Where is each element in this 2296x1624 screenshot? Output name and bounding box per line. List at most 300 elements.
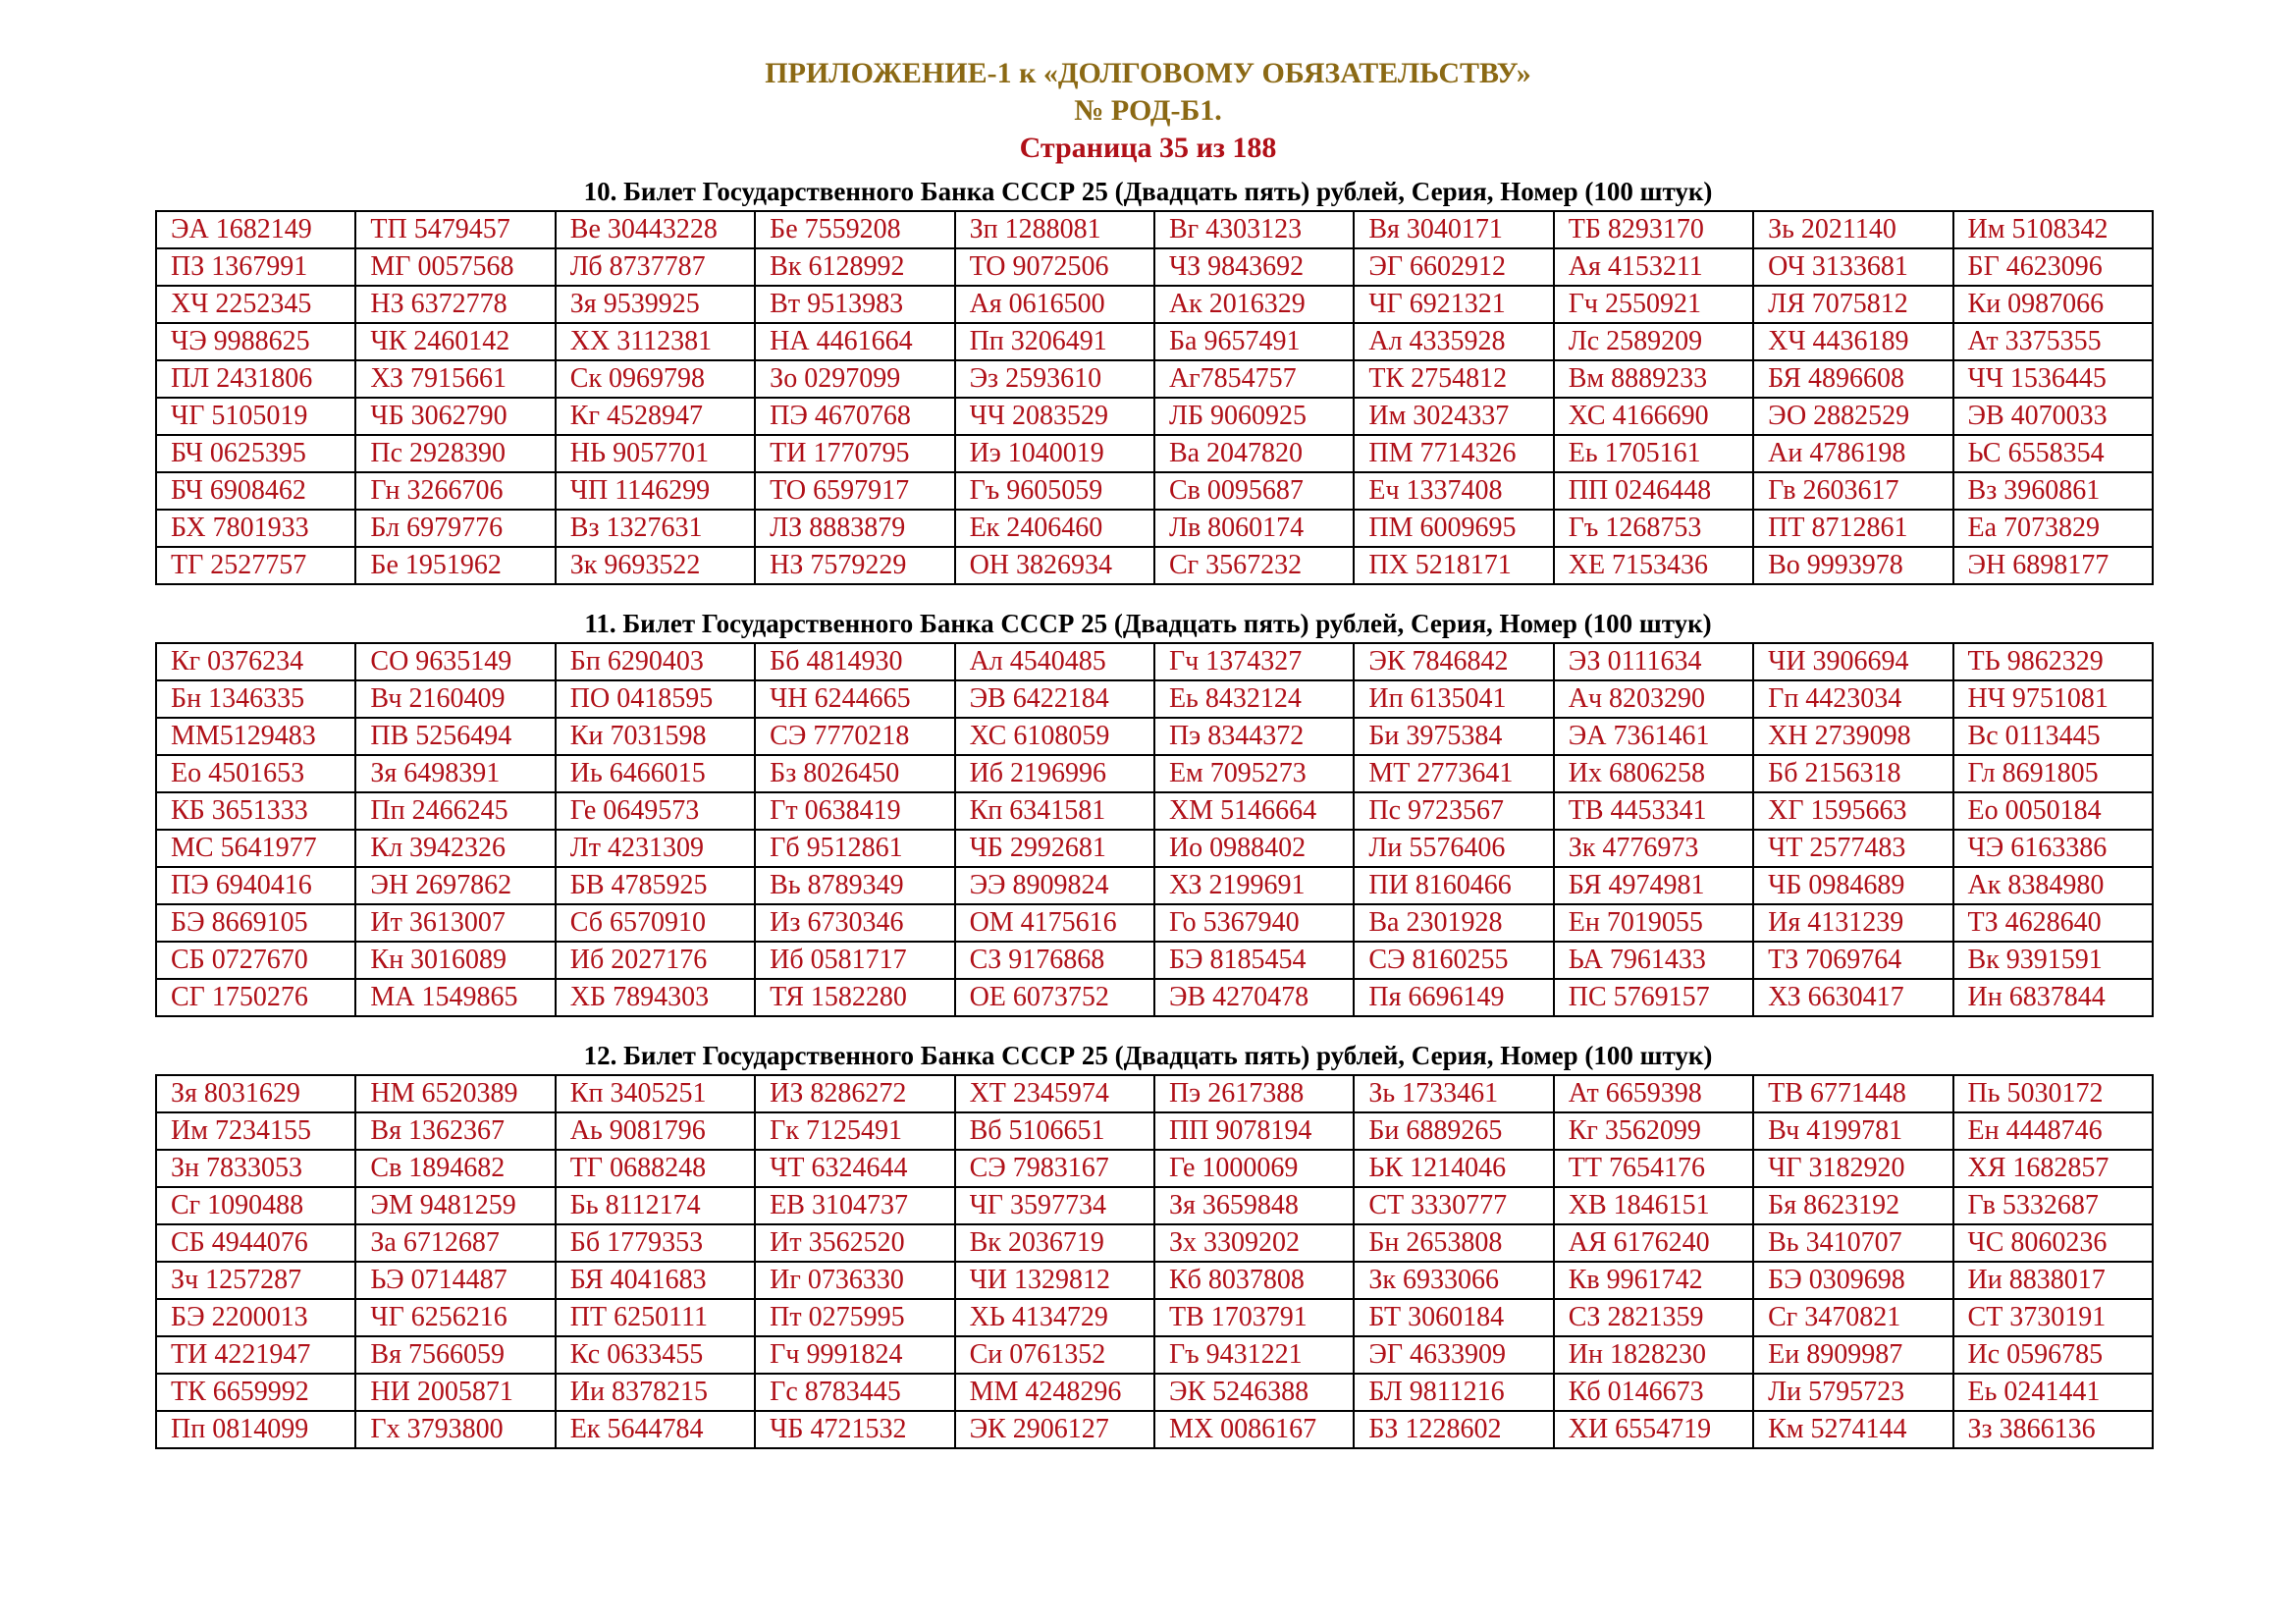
serial-number-cell: Аи 4786198 (1753, 435, 1952, 472)
table-row (156, 510, 2153, 547)
serial-number-cell: Ис 0596785 (1953, 1336, 2153, 1374)
serial-number-cell: ЭК 7846842 (1354, 643, 1553, 680)
serial-number-cell: СЭ 7770218 (755, 718, 954, 755)
serial-number-cell: Ве 30443228 (556, 211, 755, 248)
serial-number-cell: Из 6730346 (755, 904, 954, 942)
table-row (156, 755, 2153, 792)
serial-number-cell: ЧГ 5105019 (156, 398, 355, 435)
serial-number-cell: Ге 1000069 (1154, 1150, 1354, 1187)
serial-number-cell: ЧТ 6324644 (755, 1150, 954, 1187)
serial-number-cell: Пэ 2617388 (1154, 1075, 1354, 1112)
serial-number-cell: Кг 4528947 (556, 398, 755, 435)
serial-number-cell: Го 5367940 (1154, 904, 1354, 942)
serial-number-cell: ТЗ 4628640 (1953, 904, 2153, 942)
serial-number-cell: ПТ 8712861 (1753, 510, 1952, 547)
serial-number-cell: Зь 1733461 (1354, 1075, 1553, 1112)
banknote-table-10 (155, 210, 2154, 585)
table-row (156, 211, 2153, 248)
table-row (156, 1336, 2153, 1374)
serial-number-cell: СГ 1750276 (156, 979, 355, 1016)
serial-number-cell: Сг 1090488 (156, 1187, 355, 1224)
serial-number-cell: Иб 2027176 (556, 942, 755, 979)
serial-number-cell: Лт 4231309 (556, 830, 755, 867)
serial-number-cell: Им 7234155 (156, 1112, 355, 1150)
serial-number-cell: ЧГ 3597734 (955, 1187, 1154, 1224)
serial-number-cell: СБ 0727670 (156, 942, 355, 979)
table-row (156, 1262, 2153, 1299)
page-number: 35 (1159, 132, 1190, 164)
serial-number-cell: НИ 2005871 (355, 1374, 555, 1411)
serial-number-cell: ПС 5769157 (1554, 979, 1753, 1016)
serial-number-cell: Ип 6135041 (1354, 680, 1553, 718)
serial-number-cell: ЭГ 6602912 (1354, 248, 1553, 286)
serial-number-cell: Вк 9391591 (1953, 942, 2153, 979)
serial-number-cell: ТЯ 1582280 (755, 979, 954, 1016)
serial-number-cell: Кб 0146673 (1554, 1374, 1753, 1411)
serial-number-cell: Вк 2036719 (955, 1224, 1154, 1262)
serial-number-cell: БХ 7801933 (156, 510, 355, 547)
serial-number-cell: Зп 1288081 (955, 211, 1154, 248)
serial-number-cell: Вя 1362367 (355, 1112, 555, 1150)
serial-number-cell: Вз 1327631 (556, 510, 755, 547)
serial-number-cell: СБ 4944076 (156, 1224, 355, 1262)
table-row (156, 398, 2153, 435)
serial-number-cell: ХГ 1595663 (1753, 792, 1952, 830)
serial-number-cell: Иэ 1040019 (955, 435, 1154, 472)
serial-number-cell: МТ 2773641 (1354, 755, 1553, 792)
serial-number-cell: ХХ 3112381 (556, 323, 755, 360)
serial-number-cell: ПЭ 6940416 (156, 867, 355, 904)
serial-number-cell: ЛБ 9060925 (1154, 398, 1354, 435)
serial-number-cell: Вз 3960861 (1953, 472, 2153, 510)
serial-number-cell: БЭ 2200013 (156, 1299, 355, 1336)
serial-number-cell: Их 6806258 (1554, 755, 1753, 792)
serial-number-cell: Сб 6570910 (556, 904, 755, 942)
serial-number-cell: ПП 0246448 (1554, 472, 1753, 510)
serial-number-cell: ТО 6597917 (755, 472, 954, 510)
serial-number-cell: Ек 5644784 (556, 1411, 755, 1448)
serial-number-cell: ТГ 0688248 (556, 1150, 755, 1187)
serial-number-cell: Зн 7833053 (156, 1150, 355, 1187)
serial-number-cell: АЯ 6176240 (1554, 1224, 1753, 1262)
serial-number-cell: КБ 3651333 (156, 792, 355, 830)
table-row (156, 1224, 2153, 1262)
serial-number-cell: Ак 2016329 (1154, 286, 1354, 323)
serial-number-cell: ЧП 1146299 (556, 472, 755, 510)
serial-number-cell: ПИ 8160466 (1354, 867, 1553, 904)
serial-number-cell: Аг7854757 (1154, 360, 1354, 398)
serial-number-cell: Зь 2021140 (1753, 211, 1952, 248)
serial-number-cell: Сг 3567232 (1154, 547, 1354, 584)
serial-number-cell: ТВ 1703791 (1154, 1299, 1354, 1336)
serial-number-cell: НЬ 9057701 (556, 435, 755, 472)
serial-number-cell: За 6712687 (355, 1224, 555, 1262)
serial-number-cell: Вь 8789349 (755, 867, 954, 904)
serial-number-cell: ИЗ 8286272 (755, 1075, 954, 1112)
serial-number-cell: ЧК 2460142 (355, 323, 555, 360)
serial-number-cell: ЧИ 1329812 (955, 1262, 1154, 1299)
serial-number-cell: ХБ 7894303 (556, 979, 755, 1016)
serial-number-cell: Иь 6466015 (556, 755, 755, 792)
serial-number-cell: ТБ 8293170 (1554, 211, 1753, 248)
serial-number-cell: ЬА 7961433 (1554, 942, 1753, 979)
serial-number-cell: Ая 0616500 (955, 286, 1154, 323)
serial-number-cell: ЭК 2906127 (955, 1411, 1154, 1448)
serial-number-cell: НМ 6520389 (355, 1075, 555, 1112)
table-row (156, 792, 2153, 830)
serial-number-cell: Св 0095687 (1154, 472, 1354, 510)
serial-number-cell: ХИ 6554719 (1554, 1411, 1753, 1448)
table-row (156, 435, 2153, 472)
page-total: 188 (1232, 132, 1277, 164)
serial-number-cell: Лв 8060174 (1154, 510, 1354, 547)
serial-number-cell: ЭА 1682149 (156, 211, 355, 248)
serial-number-cell: БГ 4623096 (1953, 248, 2153, 286)
serial-number-cell: Бл 6979776 (355, 510, 555, 547)
serial-number-cell: ЛЗ 8883879 (755, 510, 954, 547)
serial-number-cell: ЭК 5246388 (1154, 1374, 1354, 1411)
serial-number-cell: Зк 6933066 (1354, 1262, 1553, 1299)
serial-number-cell: Гт 0638419 (755, 792, 954, 830)
obligation-number: № РОД-Б1. (1074, 94, 1222, 127)
serial-number-cell: Ба 9657491 (1154, 323, 1354, 360)
serial-number-cell: БЭ 0309698 (1753, 1262, 1952, 1299)
serial-number-cell: ТК 2754812 (1354, 360, 1553, 398)
serial-number-cell: Зз 3866136 (1953, 1411, 2153, 1448)
of-word: из (1196, 132, 1225, 164)
serial-number-cell: Ео 0050184 (1953, 792, 2153, 830)
serial-number-cell: Гл 8691805 (1953, 755, 2153, 792)
serial-number-cell: Вя 7566059 (355, 1336, 555, 1374)
serial-number-cell: МС 5641977 (156, 830, 355, 867)
serial-number-cell: Гч 1374327 (1154, 643, 1354, 680)
serial-number-cell: Кп 3405251 (556, 1075, 755, 1112)
serial-number-cell: Гч 9991824 (755, 1336, 954, 1374)
serial-number-cell: ММ 4248296 (955, 1374, 1154, 1411)
serial-number-cell: ЬЭ 0714487 (355, 1262, 555, 1299)
table-row (156, 1075, 2153, 1112)
serial-number-cell: БЛ 9811216 (1354, 1374, 1553, 1411)
table-row (156, 1187, 2153, 1224)
serial-number-cell: Кб 8037808 (1154, 1262, 1354, 1299)
serial-number-cell: ЭА 7361461 (1554, 718, 1753, 755)
table-row (156, 472, 2153, 510)
serial-number-cell: Зч 1257287 (156, 1262, 355, 1299)
serial-number-cell: Ен 4448746 (1953, 1112, 2153, 1150)
serial-number-cell: Зя 9539925 (556, 286, 755, 323)
serial-number-cell: ЛЯ 7075812 (1753, 286, 1952, 323)
serial-number-cell: ХЧ 4436189 (1753, 323, 1952, 360)
serial-number-cell: СТ 3730191 (1953, 1299, 2153, 1336)
serial-number-cell: ЧГ 3182920 (1753, 1150, 1952, 1187)
serial-number-cell: ЧГ 6256216 (355, 1299, 555, 1336)
serial-number-cell: НА 4461664 (755, 323, 954, 360)
serial-number-cell: Кг 3562099 (1554, 1112, 1753, 1150)
serial-number-cell: Ио 0988402 (1154, 830, 1354, 867)
serial-number-cell: Си 0761352 (955, 1336, 1154, 1374)
serial-number-cell: Гв 5332687 (1953, 1187, 2153, 1224)
serial-number-cell: ЧС 8060236 (1953, 1224, 2153, 1262)
serial-number-cell: ПЗ 1367991 (156, 248, 355, 286)
section-title-12: 12. Билет Государственного Банка СССР 25 (Двадцать пять) рублей, Серия, Номер (100 штук) (583, 1041, 1713, 1070)
serial-number-cell: Пт 0275995 (755, 1299, 954, 1336)
serial-number-cell: ТП 5479457 (355, 211, 555, 248)
serial-number-cell: Вт 9513983 (755, 286, 954, 323)
serial-number-cell: ТВ 6771448 (1753, 1075, 1952, 1112)
serial-number-cell: ЧЭ 9988625 (156, 323, 355, 360)
serial-number-cell: ЧЧ 1536445 (1953, 360, 2153, 398)
serial-number-cell: Еч 1337408 (1354, 472, 1553, 510)
serial-number-cell: ОМ 4175616 (955, 904, 1154, 942)
serial-number-cell: ЭН 2697862 (355, 867, 555, 904)
serial-number-cell: ЭН 6898177 (1953, 547, 2153, 584)
serial-number-cell: ТИ 1770795 (755, 435, 954, 472)
serial-number-cell: СЭ 7983167 (955, 1150, 1154, 1187)
serial-number-cell: ЭВ 6422184 (955, 680, 1154, 718)
serial-number-cell: НЗ 7579229 (755, 547, 954, 584)
serial-number-cell: Ли 5576406 (1354, 830, 1553, 867)
serial-number-cell: Ео 4501653 (156, 755, 355, 792)
serial-number-cell: НЧ 9751081 (1953, 680, 2153, 718)
serial-number-cell: ЕВ 3104737 (755, 1187, 954, 1224)
serial-number-cell: ПЭ 4670768 (755, 398, 954, 435)
serial-number-cell: БЗ 1228602 (1354, 1411, 1553, 1448)
serial-number-cell: ПМ 7714326 (1354, 435, 1553, 472)
serial-number-cell: ПМ 6009695 (1354, 510, 1553, 547)
serial-number-cell: Пэ 8344372 (1154, 718, 1354, 755)
serial-number-cell: Кв 9961742 (1554, 1262, 1753, 1299)
serial-number-cell: Бн 2653808 (1354, 1224, 1553, 1262)
table-row (156, 1299, 2153, 1336)
table-row (156, 942, 2153, 979)
serial-number-cell: ЬК 1214046 (1354, 1150, 1553, 1187)
serial-number-cell: Гк 7125491 (755, 1112, 954, 1150)
serial-number-cell: ЭВ 4070033 (1953, 398, 2153, 435)
serial-number-cell: Вг 4303123 (1154, 211, 1354, 248)
serial-number-cell: Гв 2603617 (1753, 472, 1952, 510)
table-row (156, 643, 2153, 680)
serial-number-cell: Гн 3266706 (355, 472, 555, 510)
serial-number-cell: ЧЭ 6163386 (1953, 830, 2153, 867)
serial-number-cell: ЧТ 2577483 (1753, 830, 1952, 867)
serial-number-cell: ХЗ 7915661 (355, 360, 555, 398)
serial-number-cell: ПЛ 2431806 (156, 360, 355, 398)
serial-number-cell: Пп 3206491 (955, 323, 1154, 360)
serial-number-cell: ТК 6659992 (156, 1374, 355, 1411)
serial-number-cell: Вь 3410707 (1753, 1224, 1952, 1262)
serial-number-cell: Ге 0649573 (556, 792, 755, 830)
serial-number-cell: ТЗ 7069764 (1753, 942, 1952, 979)
serial-number-cell: ЧГ 6921321 (1354, 286, 1553, 323)
serial-number-cell: Зк 4776973 (1554, 830, 1753, 867)
serial-number-cell: Кн 3016089 (355, 942, 555, 979)
serial-number-cell: ПВ 5256494 (355, 718, 555, 755)
table-row (156, 867, 2153, 904)
serial-number-cell: Бя 8623192 (1753, 1187, 1952, 1224)
serial-number-cell: ХС 6108059 (955, 718, 1154, 755)
serial-number-cell: ЭЗ 0111634 (1554, 643, 1753, 680)
serial-number-cell: Ек 2406460 (955, 510, 1154, 547)
serial-number-cell: МХ 0086167 (1154, 1411, 1354, 1448)
serial-number-cell: Пп 0814099 (156, 1411, 355, 1448)
document-header (0, 55, 2296, 167)
serial-number-cell: Эз 2593610 (955, 360, 1154, 398)
serial-number-cell: Ит 3613007 (355, 904, 555, 942)
serial-number-cell: Ем 7095273 (1154, 755, 1354, 792)
serial-number-cell: Зо 0297099 (755, 360, 954, 398)
serial-number-cell: Кс 0633455 (556, 1336, 755, 1374)
serial-number-cell: Ат 6659398 (1554, 1075, 1753, 1112)
serial-number-cell: Бп 6290403 (556, 643, 755, 680)
table-row (156, 1150, 2153, 1187)
serial-number-cell: ХВ 1846151 (1554, 1187, 1753, 1224)
banknote-table-11 (155, 642, 2154, 1017)
serial-number-cell: Бб 4814930 (755, 643, 954, 680)
table-row (156, 1411, 2153, 1448)
serial-number-cell: ТЬ 9862329 (1953, 643, 2153, 680)
table-row (156, 286, 2153, 323)
serial-number-cell: ЭЭ 8909824 (955, 867, 1154, 904)
appendix-title: ПРИЛОЖЕНИЕ-1 к «ДОЛГОВОМУ ОБЯЗАТЕЛЬСТВУ» (765, 57, 1531, 89)
serial-number-cell: ПТ 6250111 (556, 1299, 755, 1336)
serial-number-cell: Пс 9723567 (1354, 792, 1553, 830)
serial-number-cell: СТ 3330777 (1354, 1187, 1553, 1224)
serial-number-cell: Бз 8026450 (755, 755, 954, 792)
serial-number-cell: БЧ 6908462 (156, 472, 355, 510)
serial-number-cell: Ли 5795723 (1753, 1374, 1952, 1411)
serial-number-cell: Зя 3659848 (1154, 1187, 1354, 1224)
serial-number-cell: СЭ 8160255 (1354, 942, 1553, 979)
serial-number-cell: Вя 3040171 (1354, 211, 1553, 248)
serial-number-cell: Ат 3375355 (1953, 323, 2153, 360)
serial-number-cell: Пс 2928390 (355, 435, 555, 472)
serial-number-cell: ЧБ 2992681 (955, 830, 1154, 867)
serial-number-cell: Ин 6837844 (1953, 979, 2153, 1016)
serial-number-cell: БЯ 4974981 (1554, 867, 1753, 904)
serial-number-cell: Пп 2466245 (355, 792, 555, 830)
serial-number-cell: Кг 0376234 (156, 643, 355, 680)
banknote-table-12 (155, 1074, 2154, 1449)
serial-number-cell: ЭО 2882529 (1753, 398, 1952, 435)
serial-number-cell: МГ 0057568 (355, 248, 555, 286)
serial-number-cell: ЧН 6244665 (755, 680, 954, 718)
serial-number-cell: Ск 0969798 (556, 360, 755, 398)
serial-number-cell: Ин 1828230 (1554, 1336, 1753, 1374)
serial-number-cell: Ии 8838017 (1953, 1262, 2153, 1299)
serial-number-cell: ХМ 5146664 (1154, 792, 1354, 830)
serial-number-cell: БЯ 4041683 (556, 1262, 755, 1299)
serial-number-cell: ПО 0418595 (556, 680, 755, 718)
serial-number-cell: ХЧ 2252345 (156, 286, 355, 323)
serial-number-cell: Бн 1346335 (156, 680, 355, 718)
serial-number-cell: Ач 8203290 (1554, 680, 1753, 718)
serial-number-cell: ХЗ 2199691 (1154, 867, 1354, 904)
table-row (156, 979, 2153, 1016)
table-row (156, 547, 2153, 584)
serial-number-cell: ТИ 4221947 (156, 1336, 355, 1374)
serial-number-cell: Ии 8378215 (556, 1374, 755, 1411)
serial-number-cell: БВ 4785925 (556, 867, 755, 904)
serial-number-cell: Вс 0113445 (1953, 718, 2153, 755)
serial-number-cell: ХН 2739098 (1753, 718, 1952, 755)
serial-number-cell: БТ 3060184 (1354, 1299, 1553, 1336)
serial-number-cell: Ал 4335928 (1354, 323, 1553, 360)
serial-number-cell: ЧБ 4721532 (755, 1411, 954, 1448)
serial-number-cell: Ки 7031598 (556, 718, 755, 755)
serial-number-cell: Гъ 9605059 (955, 472, 1154, 510)
serial-number-cell: ЧИ 3906694 (1753, 643, 1952, 680)
serial-number-cell: Иг 0736330 (755, 1262, 954, 1299)
table-row (156, 718, 2153, 755)
serial-number-cell: Гъ 1268753 (1554, 510, 1753, 547)
serial-number-cell: ЧБ 3062790 (355, 398, 555, 435)
serial-number-cell: ОЕ 6073752 (955, 979, 1154, 1016)
serial-number-cell: Ва 2047820 (1154, 435, 1354, 472)
serial-number-cell: Аь 9081796 (556, 1112, 755, 1150)
serial-number-cell: Св 1894682 (355, 1150, 555, 1187)
serial-number-cell: Еи 8909987 (1753, 1336, 1952, 1374)
serial-number-cell: СЗ 9176868 (955, 942, 1154, 979)
table-row (156, 1374, 2153, 1411)
serial-number-cell: Ва 2301928 (1354, 904, 1553, 942)
serial-number-cell: Еь 0241441 (1953, 1374, 2153, 1411)
serial-number-cell: Ак 8384980 (1953, 867, 2153, 904)
serial-number-cell: ТТ 7654176 (1554, 1150, 1753, 1187)
serial-number-cell: БЭ 8669105 (156, 904, 355, 942)
serial-number-cell: Ал 4540485 (955, 643, 1154, 680)
page-word: Страница (1019, 132, 1152, 164)
serial-number-cell: СЗ 2821359 (1554, 1299, 1753, 1336)
serial-number-cell: Им 5108342 (1953, 211, 2153, 248)
serial-number-cell: Км 5274144 (1753, 1411, 1952, 1448)
page-counter (0, 130, 2296, 167)
serial-number-cell: Еь 1705161 (1554, 435, 1753, 472)
serial-number-cell: Би 6889265 (1354, 1112, 1553, 1150)
serial-number-cell: Ая 4153211 (1554, 248, 1753, 286)
serial-number-cell: НЗ 6372778 (355, 286, 555, 323)
serial-number-cell: ХС 4166690 (1554, 398, 1753, 435)
serial-number-cell: Бе 7559208 (755, 211, 954, 248)
serial-number-cell: ПП 9078194 (1154, 1112, 1354, 1150)
table-row (156, 904, 2153, 942)
serial-number-cell: Зх 3309202 (1154, 1224, 1354, 1262)
serial-number-cell: Зк 9693522 (556, 547, 755, 584)
serial-number-cell: ХТ 2345974 (955, 1075, 1154, 1112)
serial-number-cell: Им 3024337 (1354, 398, 1553, 435)
serial-number-cell: Лс 2589209 (1554, 323, 1753, 360)
table-row (156, 323, 2153, 360)
serial-number-cell: ОН 3826934 (955, 547, 1154, 584)
serial-number-cell: Ен 7019055 (1554, 904, 1753, 942)
serial-number-cell: Гч 2550921 (1554, 286, 1753, 323)
table-row (156, 248, 2153, 286)
serial-number-cell: Во 9993978 (1753, 547, 1952, 584)
serial-number-cell: ХЕ 7153436 (1554, 547, 1753, 584)
serial-number-cell: ЬС 6558354 (1953, 435, 2153, 472)
serial-number-cell: Кл 3942326 (355, 830, 555, 867)
serial-number-cell: ТО 9072506 (955, 248, 1154, 286)
serial-number-cell: Гп 4423034 (1753, 680, 1952, 718)
serial-number-cell: Вб 5106651 (955, 1112, 1154, 1150)
serial-number-cell: Пь 5030172 (1953, 1075, 2153, 1112)
serial-number-cell: Лб 8737787 (556, 248, 755, 286)
serial-number-cell: Иб 2196996 (955, 755, 1154, 792)
serial-number-cell: Кп 6341581 (955, 792, 1154, 830)
serial-number-cell: Еь 8432124 (1154, 680, 1354, 718)
serial-number-cell: ХЯ 1682857 (1953, 1150, 2153, 1187)
serial-number-cell: Ки 0987066 (1953, 286, 2153, 323)
serial-number-cell: Вм 8889233 (1554, 360, 1753, 398)
